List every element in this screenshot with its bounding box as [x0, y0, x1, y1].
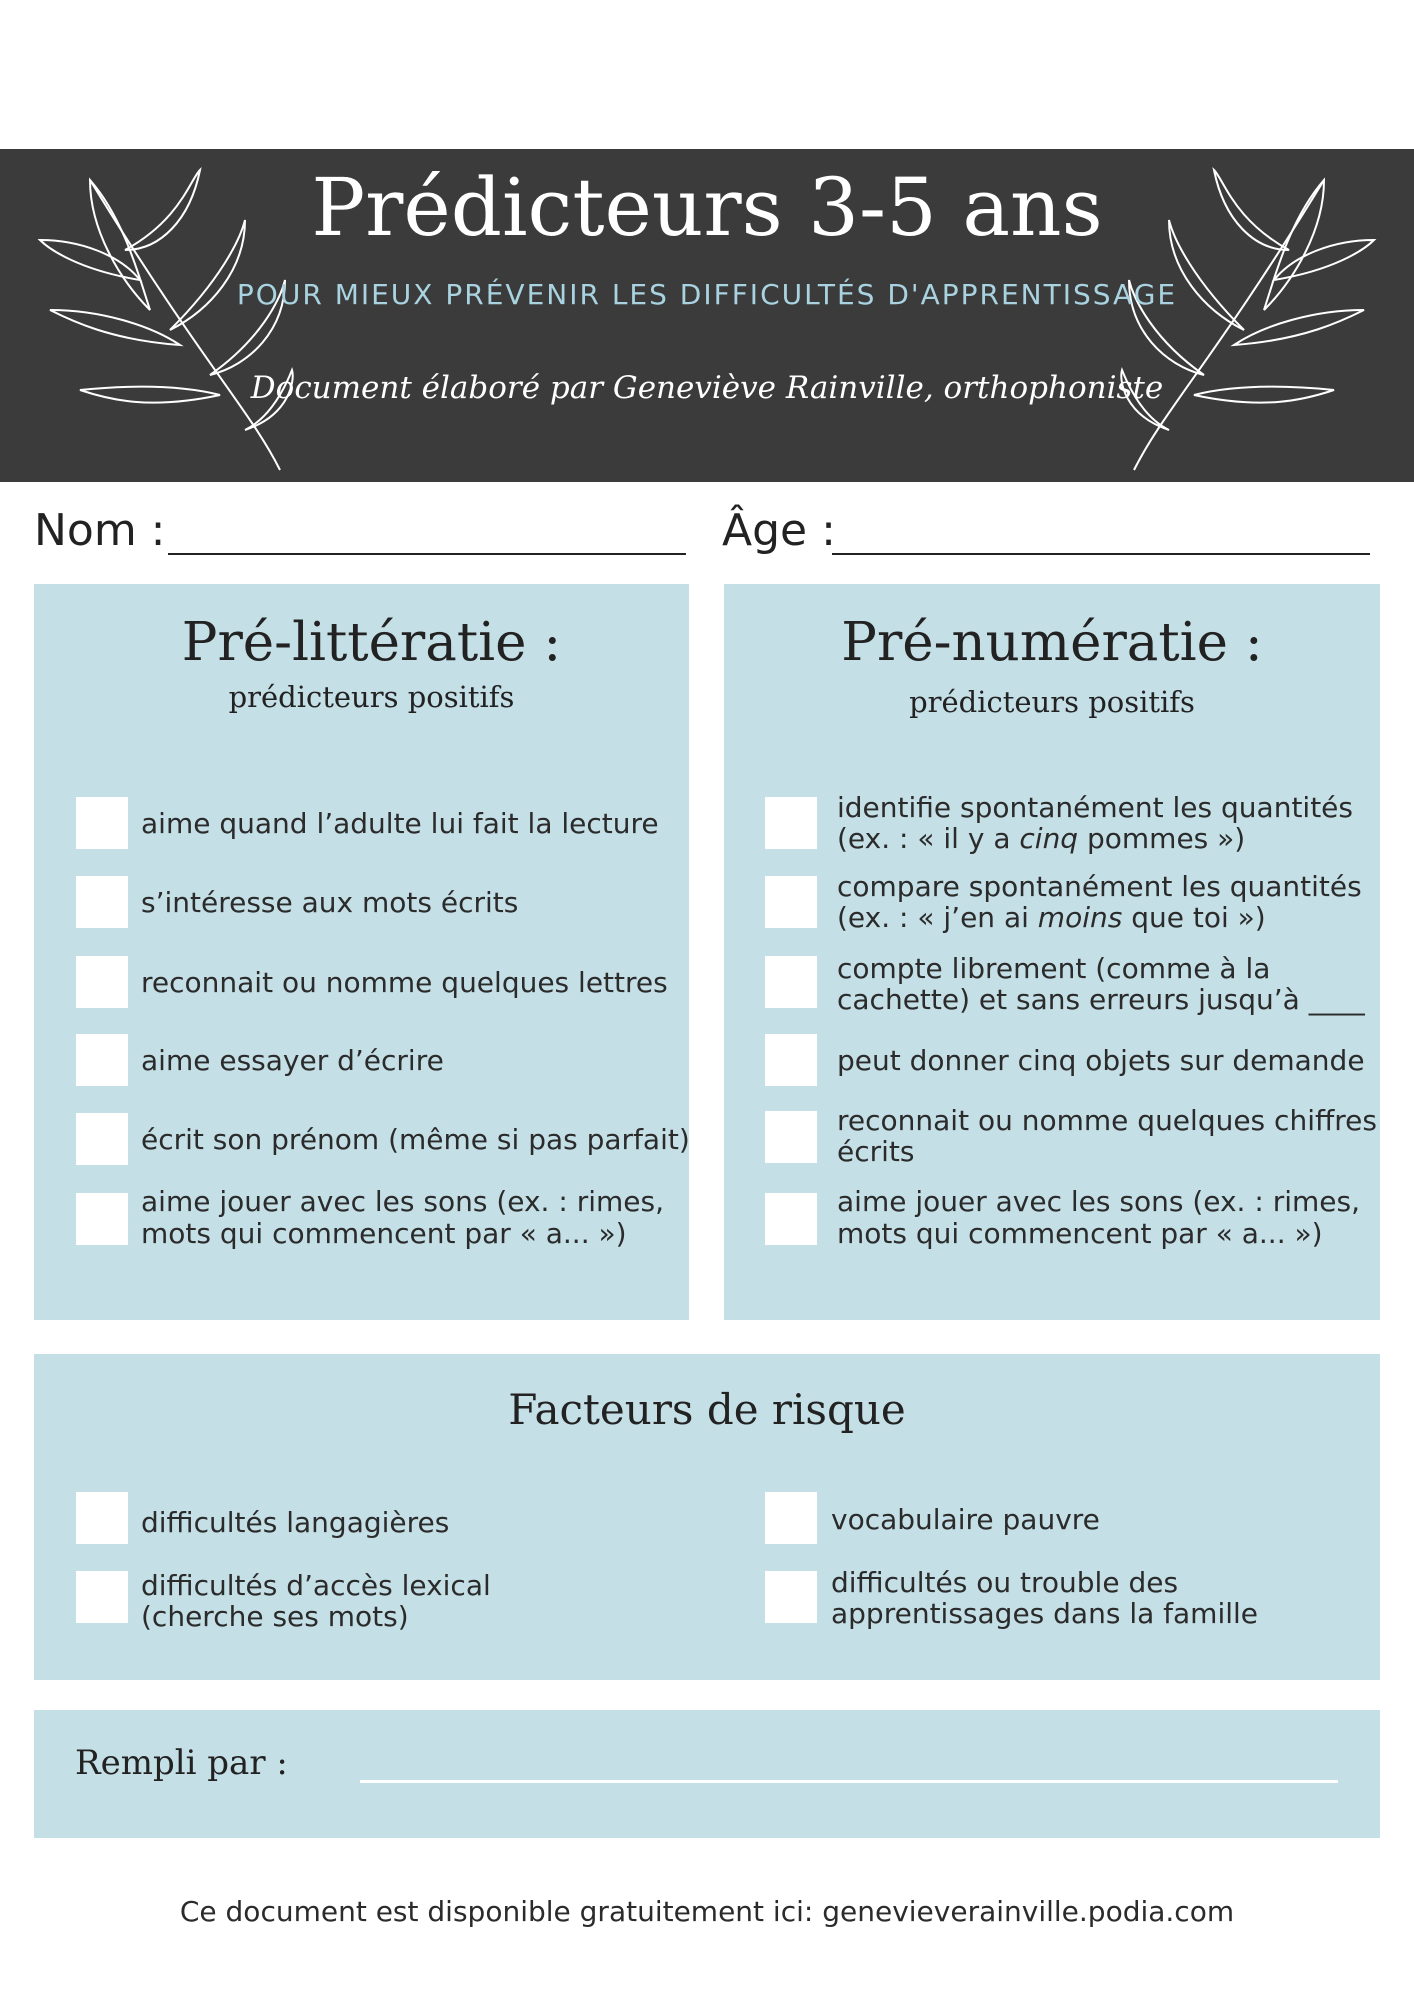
- list-item-line2: (ex. : « il y a cinq pommes »): [837, 822, 1246, 855]
- list-item-line2: écrits: [837, 1135, 915, 1168]
- checkbox[interactable]: [765, 876, 817, 928]
- list-item: difficultés langagières: [141, 1506, 450, 1539]
- panel-subtitle: prédicteurs positifs: [228, 680, 515, 714]
- list-item: compare spontanément les quantités: [837, 870, 1362, 903]
- list-item: aime quand l’adulte lui fait la lecture: [141, 807, 659, 840]
- checkbox[interactable]: [76, 1193, 128, 1245]
- checkbox[interactable]: [765, 1034, 817, 1086]
- list-item: aime essayer d’écrire: [141, 1044, 444, 1077]
- age-field[interactable]: [832, 553, 1370, 555]
- checkbox[interactable]: [765, 1193, 817, 1245]
- list-item: s’intéresse aux mots écrits: [141, 886, 519, 919]
- age-label: Âge :: [722, 505, 836, 556]
- page-subtitle: POUR MIEUX PRÉVENIR LES DIFFICULTÉS D'APPRENTISSAGE: [236, 278, 1178, 311]
- footer-note: Ce document est disponible gratuitement ici: genevieverainville.podia.com: [179, 1895, 1235, 1928]
- checkbox[interactable]: [76, 956, 128, 1008]
- list-item-line2: mots qui commencent par « a... »): [141, 1217, 627, 1250]
- panel-title: Pré-littératie :: [181, 612, 562, 673]
- list-item: compte librement (comme à la: [837, 952, 1271, 985]
- list-item: difficultés ou trouble des: [831, 1566, 1179, 1599]
- list-item: aime jouer avec les sons (ex. : rimes,: [837, 1185, 1360, 1218]
- checkbox[interactable]: [765, 1111, 817, 1163]
- checkbox[interactable]: [76, 1492, 128, 1544]
- list-item-line2: cachette) et sans erreurs jusqu’à ____: [837, 983, 1365, 1016]
- list-item: aime jouer avec les sons (ex. : rimes,: [141, 1185, 664, 1218]
- list-item-line2: (cherche ses mots): [141, 1600, 409, 1633]
- list-item: vocabulaire pauvre: [831, 1503, 1100, 1536]
- checkbox[interactable]: [765, 956, 817, 1008]
- checkbox[interactable]: [765, 1492, 817, 1544]
- list-item-line2: mots qui commencent par « a... »): [837, 1217, 1323, 1250]
- name-field[interactable]: [168, 553, 686, 555]
- panel-title: Pré-numératie :: [841, 612, 1263, 673]
- list-item: écrit son prénom (même si pas parfait): [141, 1123, 690, 1156]
- author-signature: Document élaboré par Geneviève Rainville, orthophoniste: [250, 370, 1164, 406]
- checkbox[interactable]: [765, 1571, 817, 1623]
- checkbox[interactable]: [76, 876, 128, 928]
- list-item: peut donner cinq objets sur demande: [837, 1044, 1365, 1077]
- name-label: Nom :: [34, 505, 166, 556]
- panel-subtitle: prédicteurs positifs: [909, 685, 1195, 719]
- checkbox[interactable]: [76, 1113, 128, 1165]
- rempli-par-label: Rempli par :: [75, 1743, 288, 1783]
- checkbox[interactable]: [765, 797, 817, 849]
- checkbox[interactable]: [76, 797, 128, 849]
- list-item-line2: (ex. : « j’en ai moins que toi »): [837, 901, 1266, 934]
- checkbox[interactable]: [76, 1571, 128, 1623]
- list-item: reconnait ou nomme quelques lettres: [141, 966, 668, 999]
- list-item-line2: apprentissages dans la famille: [831, 1597, 1259, 1630]
- list-item: difficultés d’accès lexical: [141, 1569, 491, 1602]
- panel-title: Facteurs de risque: [508, 1385, 906, 1434]
- list-item: identifie spontanément les quantités: [837, 791, 1353, 824]
- list-item: reconnait ou nomme quelques chiffres: [837, 1104, 1377, 1137]
- checkbox[interactable]: [76, 1034, 128, 1086]
- rempli-par-field[interactable]: [360, 1780, 1338, 1783]
- page-title: Prédicteurs 3-5 ans: [311, 161, 1103, 254]
